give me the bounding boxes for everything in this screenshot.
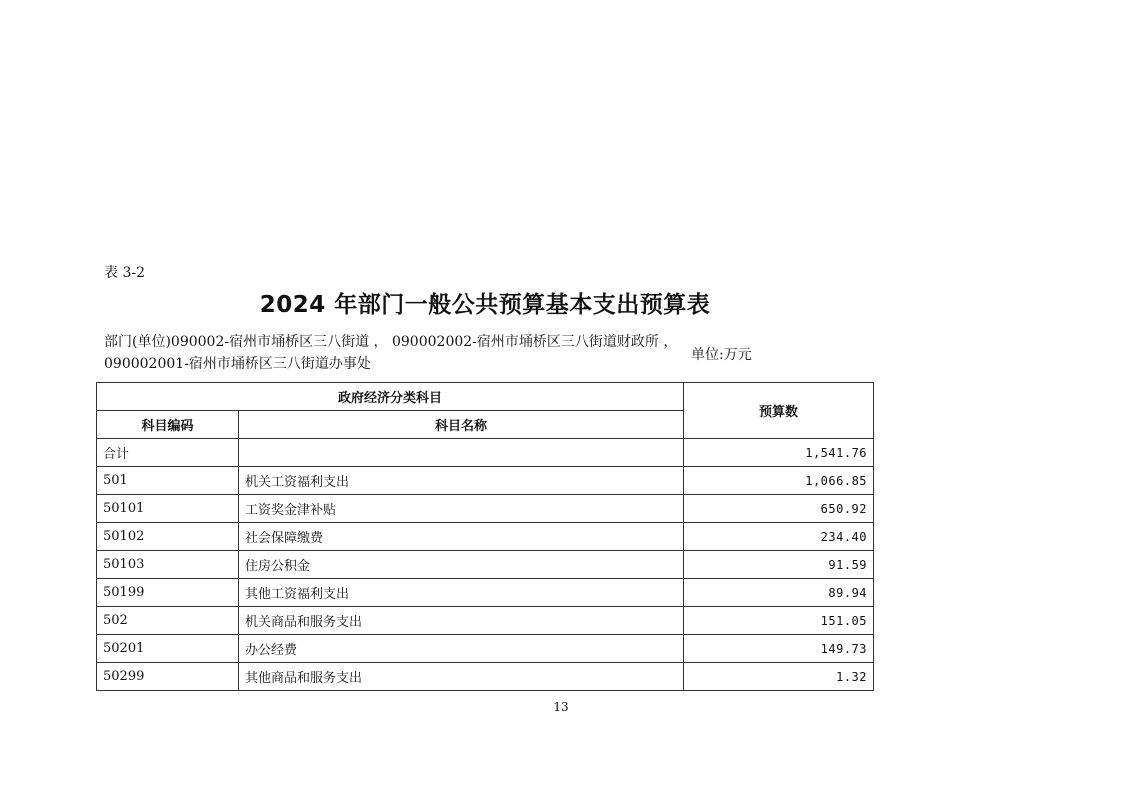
row-amount: 1.32 [684, 663, 874, 691]
table-row [97, 607, 874, 635]
table-row [97, 495, 874, 523]
row-name: 工资奖金津补贴 [239, 495, 684, 523]
row-code: 50101 [97, 495, 239, 523]
row-amount: 1,541.76 [684, 439, 874, 467]
row-code: 合计 [97, 439, 239, 467]
row-amount: 89.94 [684, 579, 874, 607]
row-amount: 91.59 [684, 551, 874, 579]
row-amount: 149.73 [684, 635, 874, 663]
row-code: 50102 [97, 523, 239, 551]
row-code: 50201 [97, 635, 239, 663]
department-info [104, 331, 684, 375]
row-amount: 650.92 [684, 495, 874, 523]
row-code: 50103 [97, 551, 239, 579]
row-name: 机关工资福利支出 [239, 467, 684, 495]
row-name: 其他工资福利支出 [239, 579, 684, 607]
page-title: 2024 年部门一般公共预算基本支出预算表 [259, 292, 711, 318]
budget-table [96, 382, 874, 691]
row-code: 501 [97, 467, 239, 495]
row-code: 50199 [97, 579, 239, 607]
row-name [239, 439, 684, 467]
column-header-amount: 预算数 [684, 383, 874, 439]
table-row [97, 635, 874, 663]
row-name: 其他商品和服务支出 [239, 663, 684, 691]
row-amount: 1,066.85 [684, 467, 874, 495]
table-row [97, 579, 874, 607]
row-name: 机关商品和服务支出 [239, 607, 684, 635]
table-row [97, 663, 874, 691]
row-amount: 151.05 [684, 607, 874, 635]
unit-label: 单位:万元 [691, 347, 752, 363]
row-code: 502 [97, 607, 239, 635]
row-amount: 234.40 [684, 523, 874, 551]
column-header-name: 科目名称 [239, 411, 684, 439]
table-row [97, 467, 874, 495]
department-line-1: 部门(单位)090002-宿州市埇桥区三八街道 ， 090002002-宿州市埇桥区三八街道财政所 ， [104, 334, 678, 350]
column-header-code: 科目编码 [97, 411, 239, 439]
row-name: 办公经费 [239, 635, 684, 663]
row-name: 社会保障缴费 [239, 523, 684, 551]
table-row [97, 523, 874, 551]
table-number: 表 3-2 [104, 265, 145, 281]
department-line-2: 090002001-宿州市埇桥区三八街道办事处 [104, 356, 371, 372]
table-row [97, 551, 874, 579]
group-header-economic-classification: 政府经济分类科目 [97, 383, 684, 411]
row-code: 50299 [97, 663, 239, 691]
table-row-total [97, 439, 874, 467]
row-name: 住房公积金 [239, 551, 684, 579]
page-number: 13 [553, 700, 569, 714]
